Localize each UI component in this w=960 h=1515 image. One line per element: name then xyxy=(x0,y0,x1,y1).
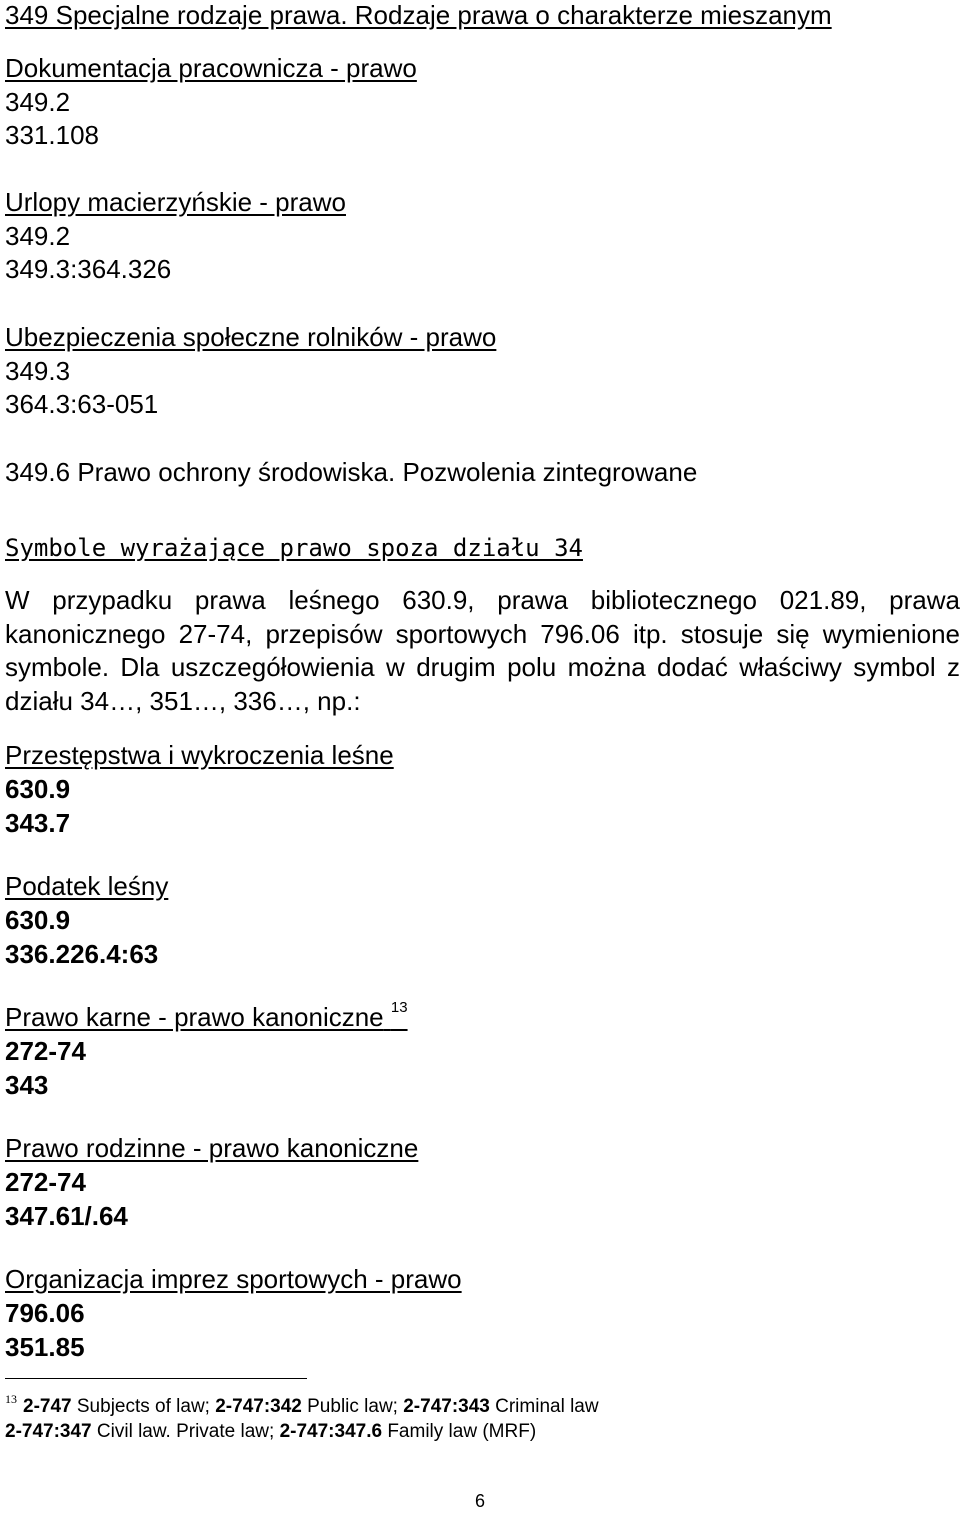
entry-code: 349.2 xyxy=(5,221,71,251)
footnote-segment: 2-747:342 xyxy=(215,1396,302,1417)
entry-code: 630.9 xyxy=(5,774,71,804)
entry-code: 349.2 xyxy=(5,87,71,117)
page-number: 6 xyxy=(474,1491,485,1511)
subsection-code: 349.6 xyxy=(5,457,71,487)
footnote-segment: Family law (MRF) xyxy=(382,1421,537,1442)
entry-code: 343 xyxy=(5,1070,49,1100)
entry-subject: Ubezpieczenia społeczne rolników - prawo xyxy=(5,322,497,352)
footnote-segment: Civil law. Private law; xyxy=(91,1421,280,1442)
footnote-segment: 2-747:347.6 xyxy=(279,1421,383,1442)
entry-code: 331.108 xyxy=(5,120,99,150)
subsection-heading xyxy=(5,457,697,487)
entry-subject: Prawo karne - prawo kanoniczne xyxy=(5,1002,384,1032)
entry-code: 364.3:63-051 xyxy=(5,389,159,419)
symbols-heading: Symbole wyrażające prawo spoza działu 34 xyxy=(5,534,583,562)
footnote-mark: 13 xyxy=(5,1392,17,1406)
entry-code: 630.9 xyxy=(5,905,71,935)
footnote-separator xyxy=(5,1378,307,1379)
section-heading: 349 Specjalne rodzaje prawa. Rodzaje prawa o charakterze mieszanym xyxy=(5,0,832,30)
entry-code: 272-74 xyxy=(5,1036,86,1066)
entry-subject: Urlopy macierzyńskie - prawo xyxy=(5,187,346,217)
entry-code: 343.7 xyxy=(5,808,71,838)
footnote-line-2 xyxy=(5,1420,536,1444)
entry-code: 351.85 xyxy=(5,1332,85,1362)
footnote-segment: Criminal law xyxy=(489,1396,599,1417)
entry-subject: Organizacja imprez sportowych - prawo xyxy=(5,1264,462,1294)
entry-subject: Prawo rodzinne - prawo kanoniczne xyxy=(5,1133,419,1163)
footnote-segment: Public law; xyxy=(301,1396,404,1417)
entry-subject-with-footnote xyxy=(5,999,408,1032)
entry-code: 349.3 xyxy=(5,356,71,386)
entry-code: 349.3:364.326 xyxy=(5,254,172,284)
subsection-title: Prawo ochrony środowiska. Pozwolenia zintegrowane xyxy=(77,457,698,487)
footnote-segment: 2-747:347 xyxy=(5,1421,92,1442)
entry-subject: Dokumentacja pracownicza - prawo xyxy=(5,53,417,83)
body-paragraph: W przypadku prawa leśnego 630.9, prawa bibliotecznego 021.89, prawa kanonicznego 27-74, przepisów sportowych 796.06 itp. stosuje się wymienione symbole. Dla uszczegółowienia w drugim polu można dodać właściwy symbol z działu 34…, 351…, 336…, np.: xyxy=(5,585,960,716)
entry-code: 796.06 xyxy=(5,1298,85,1328)
footnote-ref[interactable]: 13 xyxy=(390,999,408,1016)
footnote-line-1 xyxy=(5,1392,599,1419)
entry-code: 272-74 xyxy=(5,1167,86,1197)
entry-subject: Podatek leśny xyxy=(5,871,169,901)
footnote-segment: Subjects of law; xyxy=(71,1396,216,1417)
footnote-segment: 2-747 xyxy=(23,1396,72,1417)
entry-code: 336.226.4:63 xyxy=(5,939,159,969)
entry-subject: Przestępstwa i wykroczenia leśne xyxy=(5,740,394,770)
entry-code: 347.61/.64 xyxy=(5,1201,128,1231)
footnote-segment: 2-747:343 xyxy=(403,1396,490,1417)
